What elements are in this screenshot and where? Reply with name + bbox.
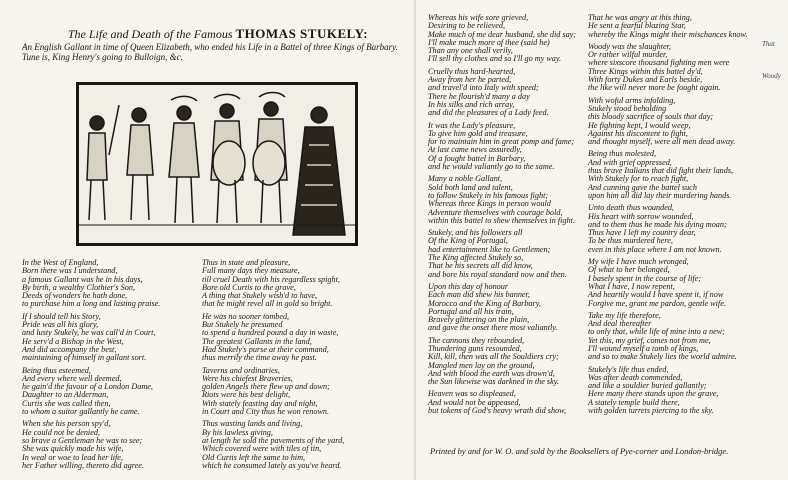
verse-line: the like will never more be fought again. [588,83,721,93]
verse-line: had entertainment like to Gentlemen; [428,244,551,254]
verse-line: Desiring to be relieved, [428,21,506,31]
verse-line: maintaining of himself in gallant sort. [22,353,147,363]
verse-line: a famous Gallant was he in his days, [22,274,143,284]
verse-line: at length he sold the pavements of the yard, [202,435,345,445]
verse-line: golden Angels there flew up and down; [202,382,330,392]
verse-line: He serv'd a Bishop in the West, [22,336,124,346]
verse-line: Three Kings within this battel dy'd, [588,66,703,76]
verse-line: Many a noble Gallant, [428,174,503,184]
verse-line: Thus have I left my country dear, [588,228,696,238]
verse-line: By birth, a wealthy Clothier's Son, [22,282,135,292]
verse-line: His heart with sorrow wounded, [588,211,694,221]
title-prefix: The Life and Death of the Famous [67,27,233,41]
printer-imprint: Printed by and for W. O. and sold by the Booksellers of Pye-corner and London-bridge. [430,446,729,456]
verse-line: But Stukely he presumed [202,320,283,330]
verse-line: And did accompany the best, [22,344,117,354]
verse-line: In the West of England, [22,258,99,267]
stanza [428,14,598,64]
verse-line: so brave a Gentleman he was to see; [22,435,143,445]
verse-line: That he was angry at this thing, [588,13,692,22]
verse-line: Full many days they measure, [202,266,300,276]
verse-line: and to them thus he made his dying moan; [588,219,727,229]
verse-line: With woful arms infolding, [588,95,676,105]
verse-line: Being thus molested, [588,149,656,159]
verse-line: to whom a suitor gallantly he came. [22,407,140,417]
verse-line: Upon this day of honour [428,281,509,291]
verse-line: Yet this, my grief, comes not from me, [588,335,711,345]
verse-line: thus brave Italians that did fight their lands, [588,166,734,176]
verse-line: Pride was all his glory, [22,320,99,330]
verse-line: Bravely glittering on the plain, [428,315,530,325]
verse-line: I basely spent in the course of life; [588,273,702,283]
verse-line: And heartily would I have spent it, if now [588,290,724,300]
verse-line: In weal or woe to lead her life, [22,452,123,462]
verse-line: and like a souldier buried gallantly; [588,381,707,391]
verse-line: Or rather wilful murder, [588,50,668,60]
verse-line: Being thus esteemed, [22,365,91,375]
verse-line: till cruel Death with his regardless spight, [202,274,340,284]
stanza [428,337,598,387]
stanza [428,175,598,225]
verse-line: whereby the Kings might their mischances know. [588,29,748,39]
verse-line: Against his discontent to fight, [588,128,688,138]
verse-line: He fighting kept, I would weep, [588,120,691,130]
verse-line: Born there was I understand, [22,266,118,276]
verse-line: Bore old Curtis to the grave, [202,282,296,292]
catchword-1: That [762,40,775,48]
verse-line: to spend a hundred pound a day in waste, [202,328,339,338]
page-gutter [414,0,416,480]
verse-line: Mangled men lay on the ground, [428,360,535,370]
verse-line: and travel'd into Italy with speed; [428,83,539,93]
stanza [588,150,768,200]
stanza [588,43,768,93]
catchword-2: Woody [762,72,781,80]
stanza [202,313,402,363]
verse-line: Unto death thus wounded, [588,203,674,213]
verse-line: And deal thereafter [588,319,652,329]
stanza [202,259,402,309]
verse-line: The greatest Gallants in the land, [202,336,312,346]
stanza [428,229,598,279]
verse-line: to only that, while life of mine into a new; [588,327,725,337]
verse-line: and so to make Stukely lies the world admire. [588,352,737,362]
verse-line: her Father willing, thereto did agree. [22,460,144,470]
verse-line: Thundering guns resounded, [428,343,522,353]
verse-line: In his silks and rich array, [428,99,515,109]
verse-line: to follow Stukely in his famous fight; [428,190,549,200]
verse-line: Each man did shew his banner, [428,290,530,300]
verse-line: Take my life therefore, [588,310,661,320]
verse-line: Had Stukely's purse at their command, [202,344,329,354]
stanza [22,420,212,470]
verse-line: the Sun likewise was darkned in the sky. [428,377,559,387]
verse-line: At last came news assuredly, [428,145,522,155]
verse-line: With forty Dukes and Earls beside, [588,75,703,85]
stanza [428,122,598,172]
verse-line: and he would valiantly go to the same. [428,162,555,172]
verse-line: When she his person spy'd, [22,419,111,429]
verse-line: Curtis she was called then, [22,398,111,408]
verse-line: Deeds of wonders he hath done, [22,291,128,301]
verse-line: A thing that Stukely wish'd to have, [202,291,318,301]
verse-line: within this battel to shew themselves in fight. [428,215,575,225]
verse-line: that he might revel all in gold so bright. [202,299,333,309]
verse-line: And cunning gave the battel such [588,182,697,192]
verse-line: Daughter to an Alderman, [22,390,109,400]
verse-line: Thus in state and pleasure, [202,258,291,267]
verse-line: Stukely stood beholding [588,103,667,113]
stanza [202,367,402,417]
verse-line: Cruelly thus hard-hearted, [428,66,516,76]
stanza [428,283,598,333]
verse-line: He was no sooner tombed, [202,311,290,321]
ballad-title [18,27,418,41]
verse-line: with golden turrets piercing to the sky. [588,406,714,416]
verse-line: If I should tell his Story, [22,311,101,321]
verse-line: What I have, I now repent, [588,281,675,291]
verse-line: Forgive me, grant me pardon, gentle wife. [588,298,726,308]
verse-line: Adventure themselves with courage bold, [428,207,563,217]
verse-line: and bore his royal standard now and then. [428,269,567,279]
verse-line: but tokens of God's heavy wrath did show, [428,406,567,416]
verse-line: Heaven was so displeased, [428,389,516,399]
column-right-1 [428,14,598,419]
verse-line: Portugal and all his train, [428,306,514,316]
verse-line: Morocco and the King of Barbary, [428,298,541,308]
verse-line: and lusty Stukely, he was call'd in Court, [22,328,156,338]
verse-line: Were his chiefest Braveries, [202,373,293,383]
verse-line: to purchase him a long and lasting praise. [22,299,161,309]
verse-line: Thus wasting lands and living, [202,419,303,429]
stanza [22,313,212,363]
verse-line: for to maintain him in great pomp and fame; [428,137,575,147]
stanza [588,97,768,147]
verse-line: He could not be denied, [22,427,100,437]
verse-line: A stately temple build there, [588,397,680,407]
verse-line: Which covered were with tiles of tin, [202,444,322,454]
verse-line: Kill, kill, then was all the Souldiers cry; [428,352,559,362]
verse-line: Whereas his wife sore grieved, [428,13,529,22]
verse-line: and did the pleasures of a Lady feed. [428,108,549,118]
title-name: THOMAS STUKELY: [235,26,369,41]
verse-line: I'll make much more of thee (said he) [428,37,550,47]
verse-line: Of the King of Portugal, [428,236,508,246]
verse-line: Away from her he parted, [428,75,512,85]
verse-line: And with blood the earth was drown'd, [428,368,555,378]
verse-line: My wife I have much wronged, [588,257,689,267]
stanza [22,367,212,417]
verse-line: he gain'd the favour of a London Dame, [22,382,153,392]
verse-line: where sixscore thousand fighting men were [588,58,730,68]
stanza [428,390,598,415]
ballad-subtitle: An English Gallant in time of Queen Elizabeth, who ended his Life in a Battel of three Kings of Barbary. Tune is, King Henry's going to Bulloign, &c. [22,42,398,62]
verse-line: There he flourish'd many a day [428,91,530,101]
stanza [588,312,768,362]
verse-line: And every where well deemed, [22,373,122,383]
verse-line: and gave the onset there most valiantly. [428,323,558,333]
verse-line: Than any one shall verily, [428,46,513,56]
verse-line: That he his secrets all did know, [428,261,533,271]
verse-line: and thought myself, were all men dead away. [588,137,736,147]
verse-line: With Stukely for to reach fight, [588,174,689,184]
verse-line: It was the Lady's pleasure, [428,120,516,130]
verse-line: To be thus murdered here, [588,236,673,246]
stanza [588,14,768,39]
column-left-2 [202,259,402,474]
stanza [202,420,402,470]
verse-line: He sent a fearful blazing Star, [588,21,686,31]
woodcut-illustration-icon [76,82,358,246]
verse-line: Whereas three Kings in person would [428,199,551,209]
verse-line: I'll wound myself a tomb of kings, [588,343,699,353]
verse-line: I'll sell thy clothes and so I'll go my way. [428,54,562,64]
verse-line: thus merrily the time away he past. [202,353,317,363]
verse-line: Here many there stands upon the grave, [588,389,719,399]
column-left-1 [22,259,212,474]
verse-line: The King affected Stukely so, [428,253,524,263]
column-right-2 [588,14,768,419]
stanza [588,258,768,308]
verse-line: in Court and City thus he won renown. [202,407,330,417]
verse-line: even in this place where I am not known. [588,244,722,254]
stanza [588,366,768,416]
stanza [428,68,598,118]
verse-line: By his lawless giving, [202,427,273,437]
verse-line: Old Curtis left the same to him, [202,452,306,462]
verse-line: Stukely, and his followers all [428,228,523,238]
verse-line: And would not be appeased, [428,397,521,407]
verse-line: Riots were his best delight, [202,390,291,400]
verse-line: which he consumed lately as you've heard. [202,460,342,470]
verse-line: Make much of me dear husband, she did say; [428,29,577,39]
verse-line: Of what to her belonged, [588,265,670,275]
verse-line: The cannons they rebounded, [428,335,525,345]
verse-line: this bloody sacrifice of souls that day; [588,112,714,122]
stanza [588,204,768,254]
verse-line: And with grief oppressed, [588,157,672,167]
verse-line: With stately feasting day and night, [202,398,318,408]
verse-line: To give him gold and treasure, [428,128,528,138]
verse-line: Of a fought battel in Barbary, [428,153,526,163]
verse-line: Taverns and ordinaries, [202,365,280,375]
stanza [22,259,212,309]
verse-line: Sold both land and talent, [428,182,513,192]
verse-line: Stukely's life thus ended, [588,364,669,374]
verse-line: She was quickly made his wife, [22,444,124,454]
verse-line: Woody was the slaughter, [588,41,671,51]
verse-line: upon him all did lay their murdering hands. [588,190,732,200]
verse-line: Was after death commended, [588,372,683,382]
